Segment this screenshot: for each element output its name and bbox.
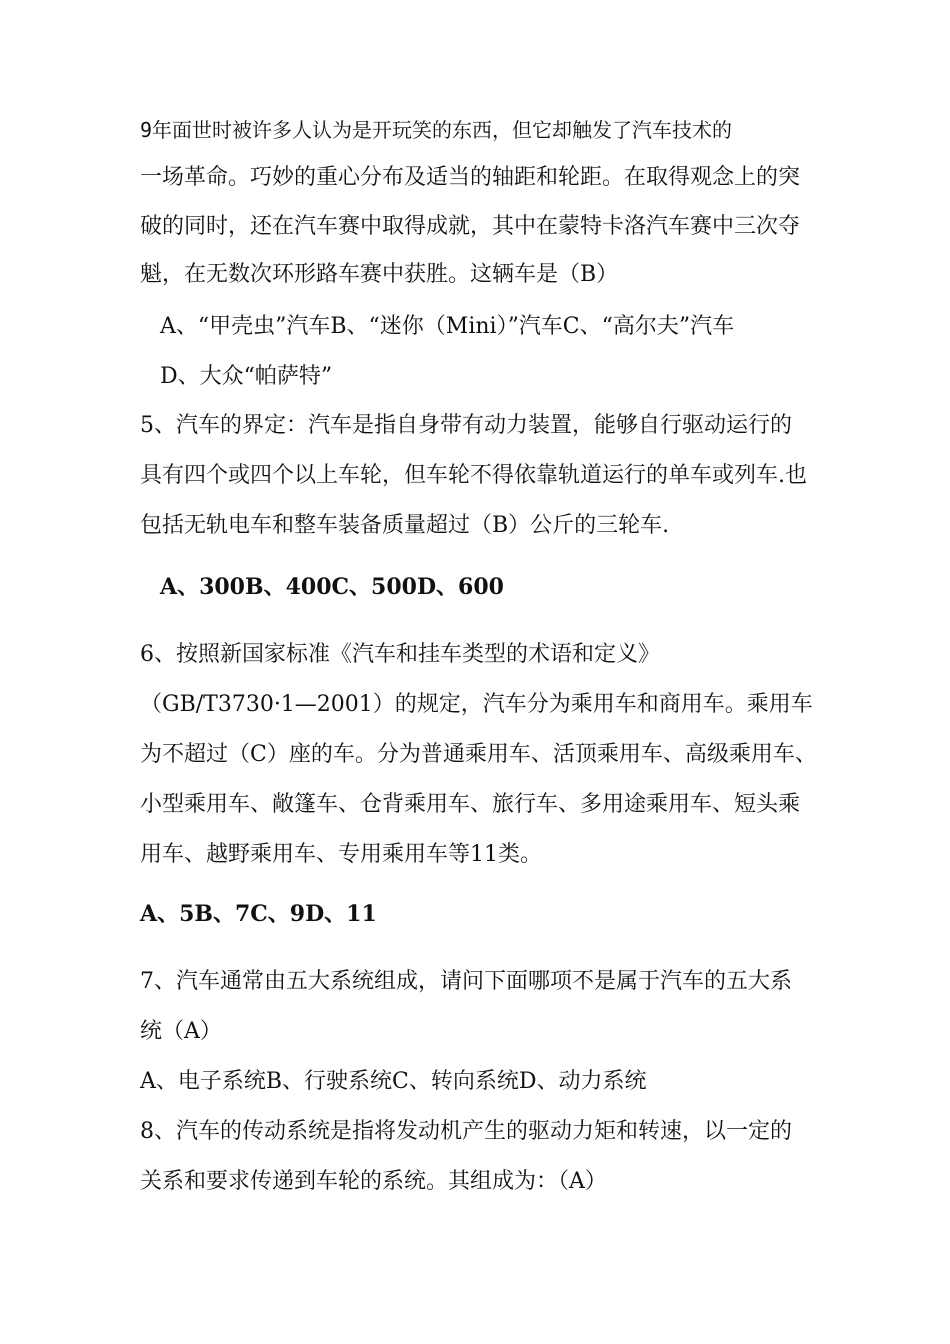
q5-text-line-1: 5、汽车的界定：汽车是指自身带有动力装置，能够自行驱动运行的 <box>140 413 792 438</box>
q4-text-line-3: 破的同时，还在汽车赛中取得成就，其中在蒙特卡洛汽车赛中三次夺 <box>140 214 801 239</box>
q4-text-line-2: 一场革命。巧妙的重心分布及适当的轴距和轮距。在取得观念上的突 <box>140 165 801 190</box>
q7-text-line-1: 7、汽车通常由五大系统组成，请问下面哪项不是属于汽车的五大系 <box>140 969 792 994</box>
q8-text-line-2: 关系和要求传递到车轮的系统。其组成为：（A） <box>140 1169 607 1194</box>
q5-text-line-2: 具有四个或四个以上车轮，但车轮不得依靠轨道运行的单车或列车.也 <box>140 463 807 488</box>
q7-text-line-2: 统（A） <box>140 1019 222 1044</box>
q8-text-line-1: 8、汽车的传动系统是指将发动机产生的驱动力矩和转速，以一定的 <box>140 1119 792 1144</box>
q4-text-line-4: 魁，在无数次环形路车赛中获胜。这辆车是（B） <box>140 262 619 287</box>
q5-text-line-3: 包括无轨电车和整车装备质量超过（B）公斤的三轮车. <box>140 513 670 538</box>
q4-options-line-1: A、“甲壳虫”汽车B、“迷你（Mini）”汽车C、“高尔夫”汽车 <box>160 314 735 339</box>
q7-options: A、电子系统B、行驶系统C、转向系统D、动力系统 <box>140 1069 647 1094</box>
q4-options-line-2: D、大众“帕萨特” <box>160 364 333 389</box>
q6-text-line-2: （GB/T3730·1—2001）的规定，汽车分为乘用车和商用车。乘用车 <box>140 692 813 717</box>
q5-options: A、300B、400C、500D、600 <box>160 574 504 600</box>
q4-text-line-1: 9年面世时被许多人认为是开玩笑的东西，但它却触发了汽车技术的 <box>140 118 733 142</box>
q6-text-line-5: 用车、越野乘用车、专用乘用车等11类。 <box>140 842 542 867</box>
q6-text-line-4: 小型乘用车、敞篷车、仓背乘用车、旅行车、多用途乘用车、短头乘 <box>140 792 801 817</box>
q6-text-line-1: 6、按照新国家标准《汽车和挂车类型的术语和定义》 <box>140 642 660 667</box>
q6-text-line-3: 为不超过（C）座的车。分为普通乘用车、活顶乘用车、高级乘用车、 <box>140 742 817 767</box>
q6-options: A、5B、7C、9D、11 <box>140 901 377 927</box>
